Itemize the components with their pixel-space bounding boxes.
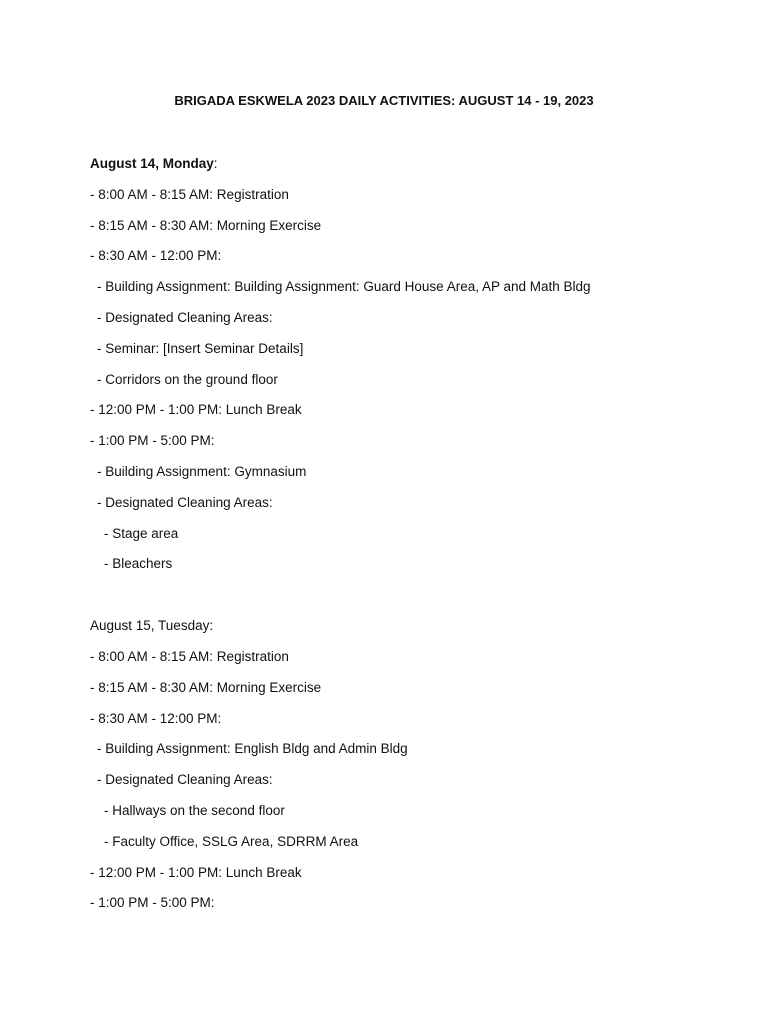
schedule-line: - 8:30 AM - 12:00 PM: [90,248,222,264]
schedule-subsubline: - Faculty Office, SSLG Area, SDRRM Area [104,833,359,849]
schedule-line: - 1:00 PM - 5:00 PM: [90,433,215,449]
day-heading-monday [90,154,710,185]
day-heading-tuesday: August 15, Tuesday: [90,618,214,634]
blank-line [90,585,710,616]
schedule-line: - 8:15 AM - 8:30 AM: Morning Exercise [90,217,322,233]
schedule-subline: - Building Assignment: Building Assignment: Guard House Area, AP and Math Bldg [97,279,591,295]
schedule-subline: - Designated Cleaning Areas: [97,772,273,788]
schedule-line: - 1:00 PM - 5:00 PM: [90,895,215,911]
document-title: BRIGADA ESKWELA 2023 DAILY ACTIVITIES: AUGUST 14 - 19, 2023 [174,93,594,108]
schedule-subsubline: - Bleachers [104,556,173,572]
schedule-line: - 8:15 AM - 8:30 AM: Morning Exercise [90,679,322,695]
schedule-subline: - Building Assignment: English Bldg and Admin Bldg [97,741,408,757]
schedule-subline: - Seminar: [Insert Seminar Details] [97,340,304,356]
schedule-line: - 8:00 AM - 8:15 AM: Registration [90,648,289,664]
schedule-subline: - Designated Cleaning Areas: [97,309,273,325]
schedule-subsubline: - Hallways on the second floor [104,802,285,818]
schedule-line: - 12:00 PM - 1:00 PM: Lunch Break [90,402,302,418]
schedule-line: - 12:00 PM - 1:00 PM: Lunch Break [90,864,302,880]
schedule-subsubline: - Stage area [104,525,179,541]
document-body [90,154,710,924]
day-heading-text: August 14, Monday [90,156,214,171]
schedule-subline: - Designated Cleaning Areas: [97,494,273,510]
schedule-line: - 8:30 AM - 12:00 PM: [90,710,222,726]
schedule-line: - 8:00 AM - 8:15 AM: Registration [90,186,289,202]
day-heading-colon: : [213,156,218,171]
schedule-subline: - Building Assignment: Gymnasium [97,463,307,479]
schedule-subline: - Corridors on the ground floor [97,371,278,387]
